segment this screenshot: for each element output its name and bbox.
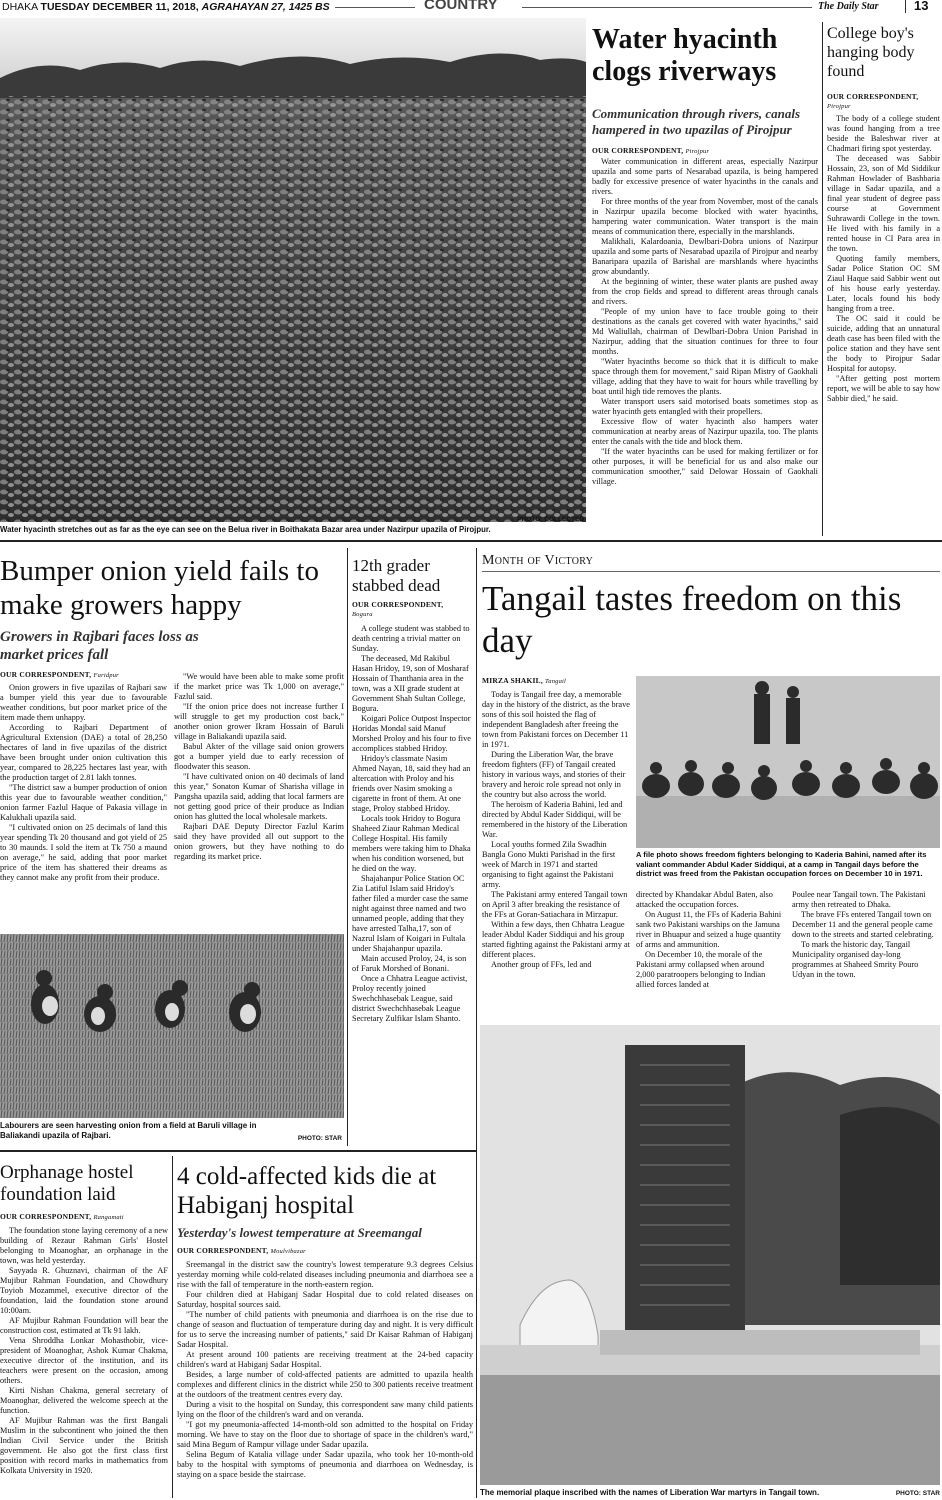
onion-photo-caption: Labourers are seen harvesting onion from a field at Baruli village in Baliakandi upazila of Rajbari. [0,1121,257,1140]
college-byline: OUR CORRESPONDENT, Pirojpur [827,92,919,110]
memorial-plaque-credit: PHOTO: STAR [895,1490,940,1497]
freedom-fighters-photo [636,676,940,848]
page-number: 13 [905,0,928,13]
hyacinth-photo [0,18,586,522]
orphanage-byline: OUR CORRESPONDENT, Rangamati [0,1212,124,1221]
rule-stabbed-tangail [476,548,477,1498]
hyacinth-photo-credit: PHOTO: COLLECTED [517,516,584,523]
college-headline: College boy's hanging body found [827,25,915,80]
memorial-plaque-photo [480,1025,940,1485]
rule-middle-section [0,1150,476,1152]
tangail-kicker-rule [482,571,940,572]
hyacinth-photo-art [0,18,586,522]
tangail-body-col1: Today is Tangail free day, a memorable day in the history of the district, as the brave sons of this soil hoisted the flag of independent Bangladesh after freeing the town from Pakistani forces on December 11 in 1971. During the Liberation War, the brave freedom fighters (FF) of Tangail created history in various ways, and stories of their bravery and heroic role spread not only in the country but also across the world. The heroism of Kaderia Bahini, led and directed by Abdul Kader Siddiqui, will be remembered in the history of the Liberation War. Local youths formed Zila Swadhin Bangla Gono Mukti Parishad in the first week of March in 1971 and started organising to fight against the Pakistani army. The Pakistani army entered Tangail town on April 3 after breaking the resistance of the FFs at Goran-Satiachara in Mirzapur. Within a few days, then Chhatra League leader Abdul Kader Siddiqui and his group started fighting against the Pakistani army at different places. Another group of FFs, led and [482,690,630,969]
hyacinth-byline: OUR CORRESPONDENT, Pirojpur [592,146,710,155]
onion-headline: Bumper onion yield fails to make growers happy [0,555,319,621]
hyacinth-subhead: Communication through rivers, canals hampered in two upazilas of Pirojpur [592,106,801,137]
stabbed-body: A college student was stabbed to death centring a trivial matter on Sunday. The deceased, Md Rakibul Hasan Hridoy, 19, son of Mosharaf Hossain of Thanthania area in the town, was a XII grade student at Government Shah Sultan College, Bogura. Koigari Police Outpost Inspector Horidas Mondal said Manuf Morshed Proloy and his four to five accomplices stabbed Hridoy. Hridoy's classmate Nasim Ahmed Nayan, 18, said they had an altercation with Proloy and his friends over Nasim smoking a cigarette in front of them. At one stage, Proloy stabbed Hridoy. Locals took Hridoy to Bogura Shaheed Ziaur Rahman Medical College Hospital. His family members were taking him to Dhaka when his condition worsened, but he died on the way. Shajahanpur Police Station OC Zia Latiful Islam said Hridoy's father filed a murder case the same night against three named and two unnamed people, adding that they have arrested Talha,17, son of Nazrul Islam of Koigari in Fultala under Shajahanpur upazila. Main accused Proloy, 24, is son of Faruk Morshed of Bonani. Once a Chhatra League activist, Proloy recently joined Swechchhasebak League, said district Swechchhasebak League Secretary Zulfikar Islam Shanto. [352,624,471,1023]
memorial-plaque-caption: The memorial plaque inscribed with the names of Liberation War martyrs in Tangail town. [480,1488,820,1497]
paper-logo: The Daily Star [818,1,879,12]
tangail-headline: Tangail tastes freedom on this day [482,579,902,660]
cold-headline: 4 cold-affected kids die at Habiganj hospital [177,1163,437,1219]
cold-body: Sreemangal in the district saw the country's lowest temperature 9.3 degrees Celsius yesterday morning while cold-related diseases including pneumonia and diarrhoea see a rise with the fall of temperature in the north-eastern region. Four children died at Habiganj Sadar Hospital due to cold related diseases on Saturday, hospital sources said. "The number of child patients with pneumonia and diarrhoea is on the rise due to change of season and fluctuation of temperature during day and night. It is very difficult for us to serve the increasing number of patients," said Dr Kaisar Rahman of Habiganj Sadar Hospital. At present around 100 patients are receiving treatment at the 24-bed capacity children's ward at Habiganj Sadar Hospital. Besides, a large number of cold-affected patients are admitted to upazila health complexes and different clinics in the district while 250 to 300 patients receive treatment at the outdoors of the treatment centres every day. During a visit to the hospital on Sunday, this correspondent saw many child patients lying on the floor of the children's ward and on veranda. "I got my pneumonia-affected 14-month-old son admitted to the hospital on Friday morning. We have to stay on the floor due to shortage of space in the children's ward," said Mina Begum of Rampur village under Sadar upazila. Selina Begum of Katalia village under Sadar upazila, who took her 10-month-old baby to the hospital with symptoms of pneumonia and diarrhoea on Wednesday, is staying on a space beside the staircase. [177,1260,473,1479]
orphanage-headline: Orphanage hostel foundation laid [0,1162,134,1205]
freedom-fighters-photo-art [636,676,940,848]
stabbed-headline: 12th grader stabbed dead [352,556,441,595]
rule-hyacinth-college [822,22,823,536]
cold-byline: OUR CORRESPONDENT, Moulvibazar [177,1246,306,1255]
masthead [0,0,942,16]
cold-subhead: Yesterday's lowest temperature at Sreemangal [177,1225,422,1240]
tangail-body-col2: directed by Khandakar Abdul Baten, also attacked the occupation forces. On August 11, the FFs of Kaderia Bahini sank two Pakistani warships on the Jamuna river in Bhuapur and seized a huge quantity of arms and ammunition. On December 10, the morale of the Pakistani army collapsed when around 2,000 paratroopers belonging to Indian allied forces landed at [636,890,782,989]
memorial-plaque-photo-art [480,1025,940,1485]
stabbed-byline: OUR CORRESPONDENT, Bogura [352,600,444,618]
hyacinth-body: Water communication in different areas, especially Nazirpur upazila and some parts of Nesarabad upazila, is being hampered badly for excessive presence of water hyacinths in the canals and rivers. For three months of the year from November, most of the canals in Nazirpur upazila become blocked with water hyacinths, hampering water communication. Water transport is the main means of communication there, especially in the marshlands. Malikhali, Kalardoania, Dewlbari-Dobra unions of Nazirpur upazila and some parts of Nesarabad upazila of Pirojpur and nearby Banaripara upazila of Barishal are marshlands where hyacinths grow abundantly. At the beginning of winter, these water plants are pushed away from the crop fields and spread to different areas through canals and rivers. "People of my union have to face trouble going to their destinations as the canals get covered with water hyacinths," said Md Waliullah, chairman of Dewlbari-Dobra Union Parishad in Nazirpur, adding that the situation continues for three to four months. "Water hyacinths become so thick that it is difficult to make space through them for movement," said Ripan Mistry of Gaokhali village, adding that they have to wait for hours while travelling by boat until high tide removes the plants. Water transport users said motorised boats sometimes stop as water hyacinth gets entangled with their propellers. Excessive flow of water hyacinth also hampers water communication at nearby areas of Nazirpur upazila, too. The plants enter the canals with the tide and block them. "If the water hyacinths can be used for making fertilizer or for other purposes, it will be beneficial for us and also make our communication smoother," said Delowar Hossain of Gaokhali village. [592,157,818,486]
onion-subhead: Growers in Rajbari faces loss as market prices fall [0,629,199,663]
tangail-body-col3: Poulee near Tangail town. The Pakistani army then retreated to Dhaka. The brave FFs entered Tangail town on December 11 and the general people came down to the streets and started celebrating. To mark the historic day, Tangail Municipality organised day-long programmes at Shaheed Smrity Pouro Udyan in the town. [792,890,934,979]
dateline: DHAKA TUESDAY DECEMBER 11, 2018, AGRAHAYAN 27, 1425 BS [2,1,330,13]
hyacinth-headline: Water hyacinth clogs riverways [592,24,778,87]
rule-onion-stabbed [347,548,348,1146]
onion-photo-art [0,934,344,1118]
tangail-kicker: Month of Victory [482,553,594,568]
onion-photo-credit: PHOTO: STAR [297,1135,342,1142]
rule-orphanage-cold [172,1156,173,1498]
onion-photo [0,934,344,1118]
masthead-rule-right [522,7,812,8]
onion-body-col1: Onion growers in five upazilas of Rajbari saw a bumper yield this year due to favourable weather conditions, but poor market price of the item made them unhappy. According to Rajbari Department of Agricultural Extension (DAE) a total of 28,250 hectares of land in five upazilas of the district have been brought under onion cultivation this year, compared to 28,225 hectares last year, with the production target of 2.81 lakh tonnes. "The district saw a bumper production of onion this year due to favourable weather condition," onion farmer Fazlul Haque of Pakasia village in Kalukhali upazila said. "I cultivated onion on 25 decimals of land this year spending Tk 20 thousand and got yield of 25 to 30 maunds. I sold the item at Tk 750 a maund on average," he said, adding that poor market price of the item has shattered their dreams as they cannot make any profit from their produce. [0,683,167,882]
onion-byline: OUR CORRESPONDENT, Faridpur [0,670,119,679]
rule-top-section [0,540,942,542]
hyacinth-photo-caption: Water hyacinth stretches out as far as the eye can see on the Belua river in Boithakata Bazar area under Nazirpur upazila of Pirojpur. [0,525,491,534]
masthead-rule-left [335,7,415,8]
orphanage-body: The foundation stone laying ceremony of a new building of Rezaur Rahman Girls' Hostel belonging to Moanoghar, an orphanage in the town, was held yesterday. Sayyada R. Ghuznavi, chairman of the AF Mujibur Rahman Foundation, and Chowdhury Toyiob Mozammel, executive director of the foundation, laid the foundation stone around 10:00am. AF Mujibur Rahman Foundation will bear the construction cost, estimated at Tk 91 lakh. Vena Shroddha Lonkar Mohasthobir, vice-president of Moanoghar, Ashok Kumar Chakma, executive director of the institution, and its teachers were present on the occasion, among others. Kirti Nishan Chakma, general secretary of Moanoghar, delivered the welcome speech at the function. AF Mujibur Rahman was the first Bangali Muslim in the subcontinent who joined the then Indian Civil Service under the British government. He also got the first class first position with record marks in mathematics from Kolkata University in 1920. [0,1226,168,1475]
college-body: The body of a college student was found hanging from a tree beside the Baleshwar river at Chadmari firing spot yesterday. The deceased was Sabbir Hossain, 23, son of Md Siddikur Rahman Howlader of Bashbaria village in Sadar upazila, and a final year student of degree pass course at Government Suhrawardi College in the town. He lived with his family in a rented house in CI Para area in the town. Quoting family members, Sadar Police Station OC SM Ziaul Haque said Sabbir went out of his house early yesterday. Later, locals found his body hanging from a tree. The OC said it could be suicide, adding that an unnatural death case has been filed with the police station and they have sent the body to Pirojpur Sadar Hospital for autopsy. "After getting post mortem report, we will be able to say how Sabbir died," he said. [827,114,940,403]
onion-body-col2: "We would have been able to make some profit if the market price was Tk 1,000 on average," Fazlul said. "If the onion price does not increase further I will struggle to get my production cost back," another onion grower Ikram Hossain of Baruli village in Baliakandi upazila said. Babul Akter of the village said onion growers got a bumper yield due to early recession of floodwater this season. "I have cultivated onion on 40 decimals of land this year," Sonaton Kumar of Sharisha village in Pangsha upazila said, adding that local farmers are not getting good price of their produce as Indian onion has glutted the local wholesale markets. Rajbari DAE Deputy Director Fazlul Karim said they have provided all out support to the onion growers, but they have nothing to do regarding its market price. [174,672,344,861]
section-name: COUNTRY [424,0,498,13]
freedom-fighters-caption: A file photo shows freedom fighters belonging to Kaderia Bahini, named after its valiant commander Abdul Kader Siddiqui, at a camp in Tangail days before the district was freed from the Pakistan occupation forces on December 10 in 1971. [636,850,927,879]
tangail-byline: MIRZA SHAKIL, Tangail [482,676,567,685]
